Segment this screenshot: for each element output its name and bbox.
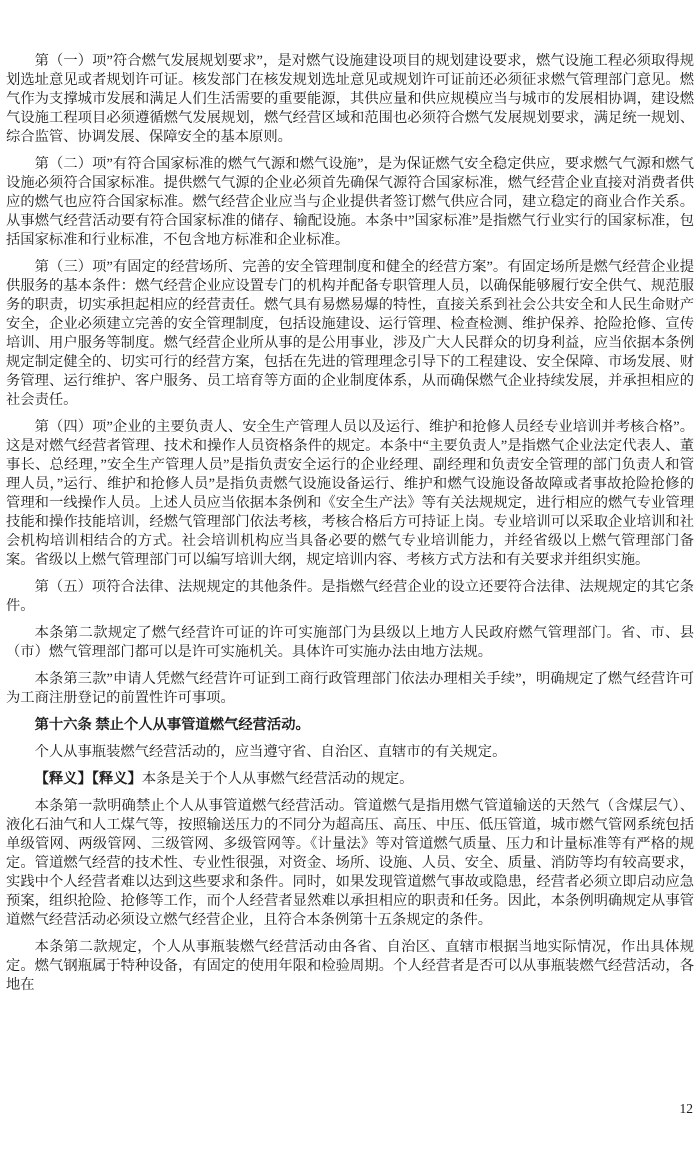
paragraph-text: 第（五）项符合法律、法规规定的其他条件。是指燃气经营企业的设立还要符合法律、法规规定的其它条件。 [6, 579, 694, 614]
paragraph-text: 本条第一款明确禁止个人从事管道燃气经营活动。管道燃气是指用燃气管道输送的天然气（含煤层气）、液化石油气和人工煤气等，按照输送压力的不同分为超高压、高压、中压、低压管道，城市燃气管网系统包括单级管网、两级管网、三级管网、多级管网等。《计量法》等对管道燃气质量、压力和计量标准等有严格的规定。管道燃气经营的技术性、专业性很强，对资金、场所、设施、人员、安全、质量、消防等均有较高要求，实践中个人经营者难以达到这些要求和条件。同时，如果发现管道燃气事故或隐患，经营者必须立即启动应急预案，组织抢险、抢修等工作，而个人经营者显然难以承担相应的职责和任务。因此，本条例明确规定从事管道燃气经营活动必须设立燃气经营企业，且符合本条例第十五条规定的条件。 [6, 798, 694, 928]
paragraph-text: 第（一）项”符合燃气发展规划要求”，是对燃气设施建设项目的规划建设要求，燃气设施工程必须取得规划选址意见或者规划许可证。核发部门在核发规划选址意见或规划许可证前还必须征求燃气管理部门意见。燃气作为支撑城市发展和满足人们生活需要的重要能源，其供应量和供应规模应当与城市的发展相协调，建设燃气设施工程项目必须遵循燃气发展规划，燃气经营区域和范围也必须符合燃气发展规划要求，满足统一规划、综合监管、协调发展、保障安全的基本原则。 [6, 53, 694, 145]
paragraph-text: 禁止个人从事管道燃气经营活动。 [91, 717, 310, 733]
paragraph-text: 本条是关于个人从事燃气经营活动的规定。 [141, 771, 414, 787]
paragraph [6, 578, 694, 616]
paragraph-text: 第（二）项”有符合国家标准的燃气气源和燃气设施”，是为保证燃气安全稳定供应，要求燃气气源和燃气设施必须符合国家标准。提供燃气气源的企业必须首先确保气源符合国家标准，燃气经营企业直接对消费者供应的燃气也应符合国家标准。燃气经营企业应当与企业提供者签订燃气供应合同，建立稳定的商业合作关系。从事燃气经营活动要有符合国家标准的储存、输配设施。本条中”国家标准”是指燃气行业实行的国家标准，包括国家标准和行业标准，不包含地方标准和企业标准。 [6, 156, 694, 248]
page-number: 12 [679, 1101, 693, 1116]
paragraph-text: 个人从事瓶装燃气经营活动的，应当遵守省、自治区、直辖市的有关规定。 [34, 744, 507, 760]
paragraph [6, 258, 694, 410]
paragraph-text: 本条第二款规定了燃气经营许可证的许可实施部门为县级以上地方人民政府燃气管理部门。省、市、县（市）燃气管理部门都可以是许可实施机关。具体许可实施办法由地方法规。 [6, 625, 694, 660]
paragraph [6, 716, 694, 735]
paragraph-text: 本条第三款”申请人凭燃气经营许可证到工商行政管理部门依法办理相关手续”，明确规定了燃气经营许可为工商注册登记的前置性许可事项。 [6, 671, 694, 706]
paragraph-text: 第（三）项”有固定的经营场所、完善的安全管理制度和健全的经营方案”。有固定场所是燃气经营企业提供服务的基本条件：燃气经营企业应设置专门的机构并配备专职管理人员，以确保能够履行安全供气、规范服务的职责，切实承担起相应的经营责任。燃气具有易燃易爆的特性，直接关系到社会公共安全和人民生命财产安全，企业必须建立完善的安全管理制度，包括设施建设、运行管理、检查检测、维护保养、抢险抢修、宣传培训、用户服务等制度。燃气经营企业所从事的是公用事业，涉及广大人民群众的切身利益，应当依据本条例规定制定健全的、切实可行的经营方案，包括在先进的管理理念引导下的工程建设、安全保障、市场发展、财务管理、运行维护、客户服务、员工培育等方面的企业制度体系，从而确保燃气企业持续发展，并承担相应的社会责任。 [6, 259, 694, 408]
paragraph [6, 770, 694, 789]
paragraph [6, 797, 694, 930]
paragraph-label: 【释义】【释义】 [34, 771, 142, 787]
paragraph-label: 第十六条 [34, 717, 92, 733]
paragraph [6, 938, 694, 995]
paragraph [6, 155, 694, 250]
paragraph-text: 第（四）项”企业的主要负责人、安全生产管理人员以及运行、维护和抢修人员经专业培训并考核合格”。这是对燃气经营者管理、技术和操作人员资格条件的规定。本条中“主要负责人”是指燃气企业法定代表人、董事长、总经理，”安全生产管理人员”是指负责安全运行的企业经理、副经理和负责安全管理的部门负责人和管理人员，”运行、维护和抢修人员”是指负责燃气设施设备运行、维护和燃气设施设备故障或者事故抢险抢修的管理和一线操作人员。上述人员应当依据本条例和《安全生产法》等有关法规规定，进行相应的燃气专业管理技能和操作技能培训，经燃气管理部门依法考核，考核合格后方可持证上岗。专业培训可以采取企业培训和社会机构培训相结合的方式。社会培训机构应当具备必要的燃气专业培训能力，并经省级以上燃气管理部门备案。省级以上燃气管理部门可以编写培训大纲，规定培训内容、考核方式方法和有关要求并组织实施。 [6, 419, 694, 568]
paragraph [6, 52, 694, 147]
paragraph [6, 624, 694, 662]
document-body [6, 52, 694, 1003]
paragraph-text: 本条第二款规定，个人从事瓶装燃气经营活动由各省、自治区、直辖市根据当地实际情况，作出具体规定。燃气钢瓶属于特种设备，有固定的使用年限和检验周期。个人经营者是否可以从事瓶装燃气经营活动，各地在 [6, 939, 694, 993]
paragraph [6, 670, 694, 708]
paragraph [6, 418, 694, 570]
paragraph [6, 743, 694, 762]
